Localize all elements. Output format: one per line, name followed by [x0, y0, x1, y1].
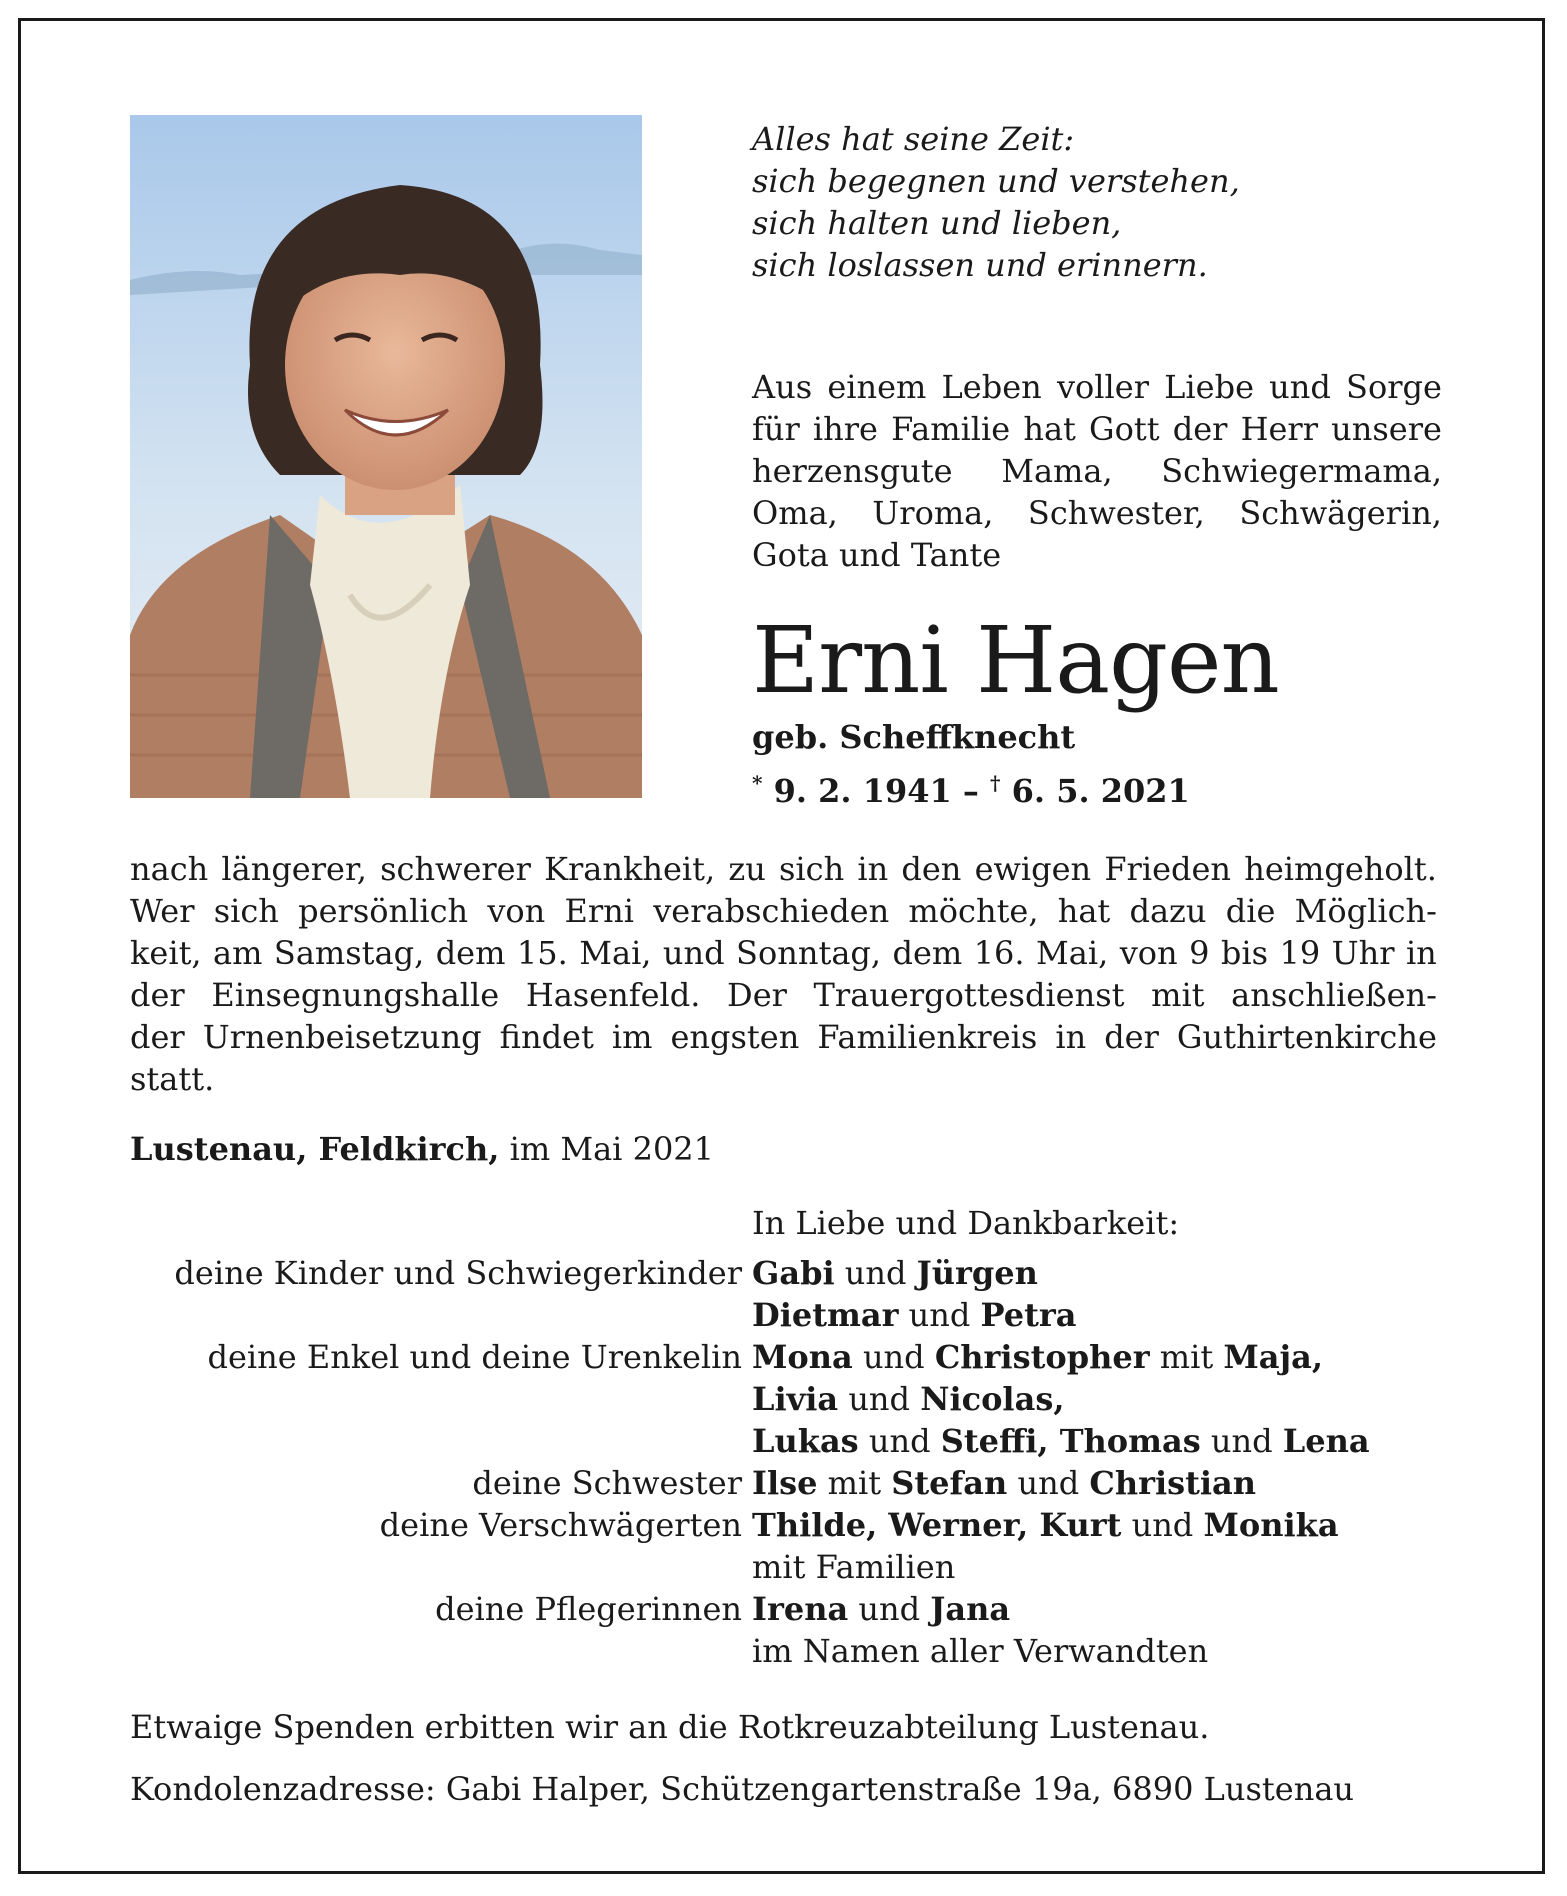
word: ewigen [974, 850, 1092, 888]
connector-text: und [852, 1338, 935, 1376]
word: und [662, 934, 725, 972]
poem-line: sich halten und lieben, [752, 204, 1122, 242]
mourner-row [0, 1336, 1567, 1378]
intro-line [752, 492, 1442, 534]
word: und [1269, 368, 1331, 406]
connector-text: und [834, 1254, 917, 1292]
mourner-name: Ilse [752, 1464, 818, 1502]
connector-text: und [848, 1590, 931, 1628]
poem-line: sich loslassen und erinnern. [752, 246, 1208, 284]
mourner-name: Thilde, Werner, Kurt [752, 1506, 1122, 1544]
mourner-names [752, 1504, 1339, 1546]
intro-line [752, 366, 1442, 408]
intro-line [752, 450, 1442, 492]
mourner-row [0, 1630, 1567, 1672]
word: Sorge [1346, 368, 1442, 406]
word: Möglich- [1294, 892, 1437, 930]
mourner-name: Nicolas, [920, 1380, 1065, 1418]
mourner-names [752, 1630, 1208, 1672]
connector-text: und [1007, 1464, 1090, 1502]
birth-symbol: * [752, 771, 763, 795]
connector-text: und [838, 1380, 921, 1418]
mourner-names [752, 1420, 1370, 1462]
word: Krankheit, [544, 850, 716, 888]
connector-text: mit [817, 1464, 892, 1502]
word: ihre [812, 410, 878, 448]
mourner-row [0, 1252, 1567, 1294]
word: Urnenbeisetzung [202, 1018, 482, 1056]
thanks-heading: In Liebe und Dankbarkeit: [752, 1204, 1180, 1242]
mourner-name: Irena [752, 1590, 849, 1628]
mourner-name: Lena [1282, 1422, 1370, 1460]
mourner-relation: deine Verschwägerten [379, 1506, 742, 1544]
announcement-line [130, 848, 1437, 890]
mourner-name: Mona [752, 1338, 853, 1376]
connector-text: und [858, 1422, 941, 1460]
deceased-name: Erni Hagen [752, 607, 1279, 714]
mourner-names [752, 1546, 955, 1588]
mourner-name: Livia [752, 1380, 839, 1418]
mourner-relation: deine Pflegerinnen [435, 1590, 742, 1628]
word: Guthirtenkirche [1176, 1018, 1437, 1056]
announcement-line [130, 890, 1437, 932]
word: Familie [891, 410, 1011, 448]
announcement-line [130, 932, 1437, 974]
mourner-name: Monika [1203, 1506, 1339, 1544]
word: Uhr [1331, 934, 1395, 972]
intro-line [752, 408, 1442, 450]
birth-date: 9. 2. 1941 [773, 772, 952, 810]
word: findet [499, 1018, 594, 1056]
mourner-name: Petra [980, 1296, 1077, 1334]
word: von [1119, 934, 1178, 972]
word: Einsegnungshalle [211, 976, 500, 1014]
word: Wer [130, 892, 195, 930]
connector-text: mit Familien [752, 1548, 956, 1586]
connector-text: im Namen aller Verwandten [752, 1632, 1209, 1670]
word: Uroma, [872, 494, 994, 532]
intro-line: Gota und Tante [752, 536, 1002, 574]
mourner-names [752, 1252, 1038, 1294]
death-date: 6. 5. 2021 [1011, 772, 1190, 810]
word: herzensgute [752, 452, 953, 490]
maiden-name: geb. Scheffknecht [752, 718, 1076, 756]
mourner-row [0, 1462, 1567, 1504]
word: der [130, 1018, 185, 1056]
connector-text: und [1121, 1506, 1204, 1544]
word: mit [1151, 976, 1205, 1014]
death-symbol: † [990, 771, 1001, 795]
word: dazu [1129, 892, 1207, 930]
word: 16. [973, 934, 1025, 972]
life-dates [752, 762, 1190, 812]
announcement-line [130, 1016, 1437, 1058]
mourner-row [0, 1504, 1567, 1546]
word: verabschieden [653, 892, 890, 930]
word: Aus [752, 368, 813, 406]
word: in [1055, 1018, 1087, 1056]
word: 15. [516, 934, 568, 972]
word: längerer, [221, 850, 367, 888]
mourner-names [752, 1294, 1076, 1336]
word: Leben [941, 368, 1042, 406]
poem-line: Alles hat seine Zeit: [752, 120, 1075, 158]
word: in [857, 850, 889, 888]
word: einem [827, 368, 927, 406]
word: Erni [564, 892, 634, 930]
mourner-relation: deine Kinder und Schwiegerkinder [174, 1254, 742, 1292]
place-names: Lustenau, Feldkirch, [130, 1130, 500, 1168]
mourner-name: Christian [1089, 1464, 1257, 1502]
word: Sonntag, [736, 934, 882, 972]
word: unsere [1331, 410, 1442, 448]
word: Gott [1089, 410, 1160, 448]
word: hat [1057, 892, 1111, 930]
word: Liebe [1164, 368, 1254, 406]
mourner-name: Dietmar [752, 1296, 899, 1334]
word: Schwester, [1027, 494, 1205, 532]
word: bis [1220, 934, 1269, 972]
word: der [1104, 1018, 1159, 1056]
word: dem [435, 934, 506, 972]
mourner-row [0, 1546, 1567, 1588]
word: anschließen- [1231, 976, 1437, 1014]
intro-text [752, 366, 1442, 576]
poem-line: sich begegnen und verstehen, [752, 162, 1240, 200]
word: Familienkreis [817, 1018, 1038, 1056]
word: Der [727, 976, 787, 1014]
mourner-row [0, 1378, 1567, 1420]
word: Schwiegermama, [1161, 452, 1442, 490]
word: dem [892, 934, 963, 972]
word: Mai, [1036, 934, 1109, 972]
announcement-line: statt. [130, 1060, 215, 1098]
word: in [1405, 934, 1437, 972]
mourner-names [752, 1462, 1256, 1504]
word: von [487, 892, 546, 930]
word: engsten [670, 1018, 800, 1056]
connector-text: und [898, 1296, 981, 1334]
date-separator: – [962, 772, 979, 810]
connector-text: und [1200, 1422, 1283, 1460]
word: Hasenfeld. [525, 976, 701, 1014]
mourner-name: Maja, [1223, 1338, 1323, 1376]
word: die [1225, 892, 1276, 930]
word: im [611, 1018, 653, 1056]
word: möchte, [908, 892, 1039, 930]
mourner-row [0, 1588, 1567, 1630]
portrait-photo [130, 115, 642, 798]
word: 9 [1189, 934, 1210, 972]
word: Frieden [1104, 850, 1232, 888]
mourner-name: Christopher [934, 1338, 1150, 1376]
mourner-name: Jürgen [916, 1254, 1038, 1292]
word: Herr [1240, 410, 1319, 448]
word: heimgeholt. [1244, 850, 1437, 888]
word: Trauergottesdienst [813, 976, 1125, 1014]
word: den [901, 850, 962, 888]
announcement-text [130, 848, 1437, 1100]
word: der [130, 976, 185, 1014]
mourner-name: Lukas [752, 1422, 859, 1460]
word: sich [778, 850, 845, 888]
word: persönlich [298, 892, 469, 930]
connector-text: mit [1149, 1338, 1224, 1376]
word: Mai, [579, 934, 652, 972]
mourner-names [752, 1378, 1064, 1420]
word: schwerer [380, 850, 531, 888]
word: der [1172, 410, 1228, 448]
mourner-name: Stefan [891, 1464, 1008, 1502]
mourner-row [0, 1420, 1567, 1462]
poem [752, 118, 1452, 286]
word: 19 [1279, 934, 1321, 972]
word: voller [1056, 368, 1149, 406]
mourner-names [752, 1588, 1010, 1630]
word: zu [728, 850, 766, 888]
word: am [213, 934, 263, 972]
mourner-relation: deine Schwester [472, 1464, 742, 1502]
word: Oma, [752, 494, 838, 532]
word: Mama, [1001, 452, 1113, 490]
word: nach [130, 850, 209, 888]
word: sich [213, 892, 279, 930]
word: für [752, 410, 800, 448]
place-and-date [130, 1128, 714, 1170]
word: Schwägerin, [1239, 494, 1442, 532]
word: Samstag, [273, 934, 425, 972]
donations-note: Etwaige Spenden erbitten wir an die Rotkreuzabteilung Lustenau. [130, 1708, 1210, 1746]
mourner-name: Gabi [752, 1254, 835, 1292]
announcement-date: im Mai 2021 [509, 1130, 715, 1168]
mourner-name: Steffi, Thomas [940, 1422, 1201, 1460]
mourner-names [752, 1336, 1323, 1378]
condolence-address: Kondolenzadresse: Gabi Halper, Schützengartenstraße 19a, 6890 Lustenau [130, 1770, 1354, 1808]
announcement-line [130, 974, 1437, 1016]
mourner-row [0, 1294, 1567, 1336]
mourner-name: Jana [930, 1590, 1011, 1628]
word: keit, [130, 934, 202, 972]
word: hat [1023, 410, 1076, 448]
mourner-relation: deine Enkel und deine Urenkelin [207, 1338, 742, 1376]
